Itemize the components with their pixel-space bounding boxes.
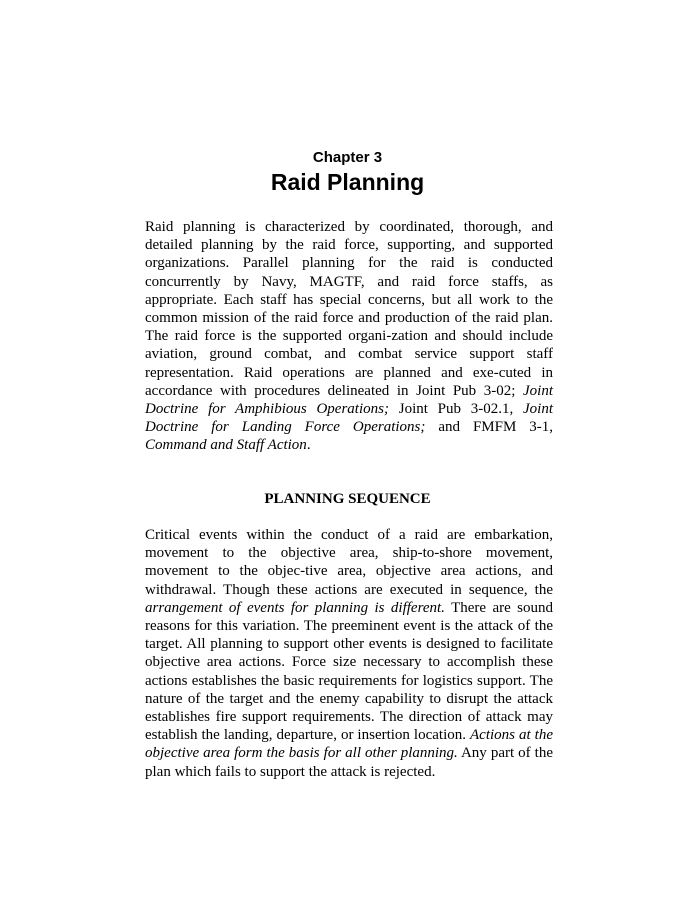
planning-sequence-paragraph	[145, 526, 553, 781]
intro-text-2: Joint Pub 3-02.1,	[388, 401, 524, 418]
sequence-text-1: Critical events within the conduct of a raid are embarkation, movement to the objective area, ship-to-shore movement, movement to the objec-tive area, objective area actions, and withdrawal. Though these actions are executed in sequence, the	[145, 527, 553, 598]
emphasis-arrangement: arrangement of events for planning is different.	[145, 599, 445, 616]
chapter-label: Chapter 3	[312, 149, 383, 166]
intro-text-4: .	[306, 437, 311, 454]
reference-fmfm-3-1: Command and Staff Action	[145, 437, 307, 454]
intro-text-3: and FMFM 3-1,	[425, 419, 553, 436]
sequence-text-3: Any part of the plan which fails to support the attack is rejected.	[145, 745, 553, 780]
section-heading: PLANNING SEQUENCE	[264, 491, 431, 507]
reference-joint-pub-3-02: Joint Doctrine for Amphibious Operations;	[145, 382, 553, 418]
intro-text-1: Raid planning is characterized by coordinated, thorough, and detailed planning by the raid force, supporting, and supported organizations. Parallel planning for the raid is conducted concurrently by Navy, MAGTF, and raid force staffs, as appropriate. Each staff has special concerns, but all work to the common mission of the raid force and production of the raid plan. The raid force is the supported organi-zation and should include aviation, ground combat, and combat service support staff representation. Raid operations are planned and exe-cuted in accordance with procedures delineated in Joint Pub 3-02;	[145, 219, 553, 399]
reference-joint-pub-3-02-1: Joint Doctrine for Landing Force Operations;	[145, 401, 554, 436]
emphasis-actions: Actions at the objective area form the basis for all other planning.	[145, 727, 553, 762]
chapter-title: Raid Planning	[270, 169, 425, 195]
intro-paragraph	[145, 218, 553, 455]
sequence-text-2: There are sound reasons for this variation. The preeminent event is the attack of the target. All planning to support other events is designed to facilitate objective area actions. Force size necessary to accomplish these actions establishes the basic requirements for logistics support. The nature of the target and the enemy capability to disrupt the attack establishes fire support requirements. The direction of attack may establish the landing, departure, or insertion location.	[145, 599, 554, 744]
